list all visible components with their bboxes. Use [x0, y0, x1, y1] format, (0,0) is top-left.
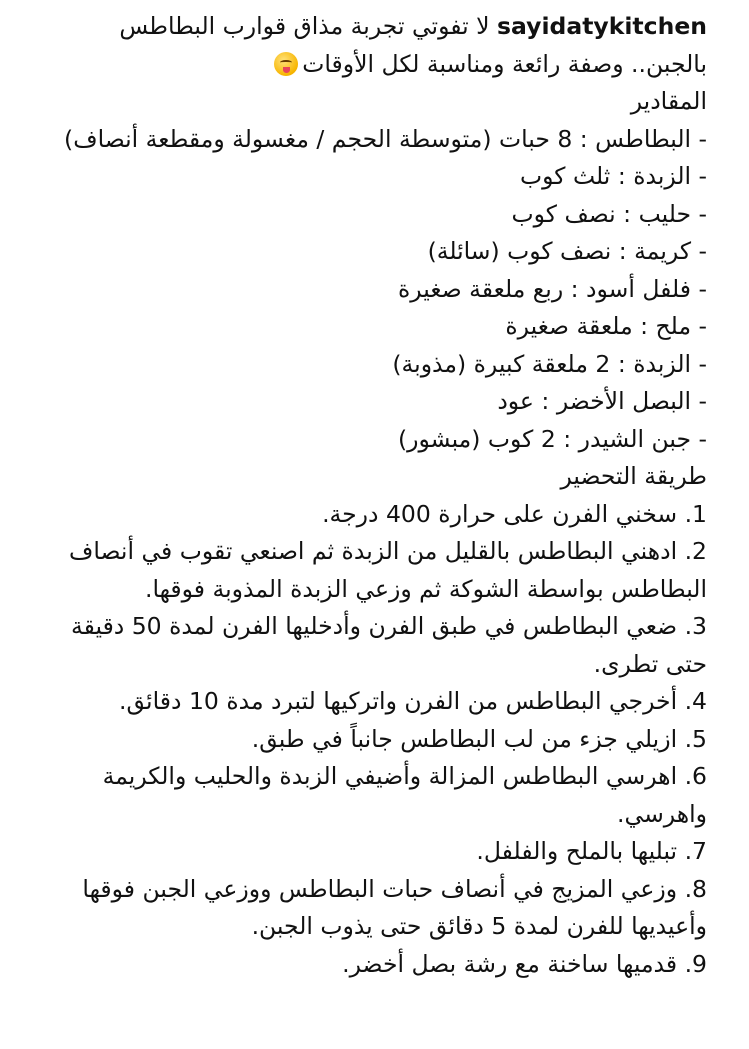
- method-step: 2. ادهني البطاطس بالقليل من الزبدة ثم اصنعي تقوب في أنصاف البطاطس بواسطة الشوكة ثم وزعي الزبدة المذوبة فوقها.: [69, 537, 707, 603]
- caption-intro-line-2: [28, 46, 707, 84]
- username-link[interactable]: sayidatykitchen: [497, 12, 707, 40]
- ingredients-title: المقادير: [630, 87, 707, 115]
- ingredient-item: - البطاطس : 8 حبات (متوسطة الحجم / مغسولة ومقطعة أنصاف): [64, 124, 707, 153]
- caption-intro-text-2: بالجبن.. وصفة رائعة ومناسبة لكل الأوقات: [302, 49, 707, 78]
- caption-intro-line: [28, 8, 707, 46]
- ingredient-item: - البصل الأخضر : عود: [497, 387, 707, 415]
- method-step: 6. اهرسي البطاطس المزالة وأضيفي الزبدة والحليب والكريمة واهرسي.: [102, 762, 707, 828]
- ingredient-item: - الزبدة : 2 ملعقة كبيرة (مذوبة): [392, 349, 707, 378]
- method-step: 7. تبليها بالملح والفلفل.: [476, 837, 707, 865]
- method-step: 1. سخني الفرن على حرارة 400 درجة.: [322, 499, 707, 528]
- method-step: 3. ضعي البطاطس في طبق الفرن وأدخليها الفرن لمدة 50 دقيقة حتى تطرى.: [70, 612, 707, 678]
- ingredient-item: - الزبدة : ثلث كوب: [520, 162, 707, 190]
- caption-intro-text: لا تفوتي تجربة مذاق قوارب البطاطس: [119, 12, 498, 40]
- method-step: 4. أخرجي البطاطس من الفرن واتركيها لتبرد مدة 10 دقائق.: [118, 687, 707, 715]
- ingredient-item: - جبن الشيدر : 2 كوب (مبشور): [397, 424, 707, 453]
- ingredient-item: - فلفل أسود : ربع ملعقة صغيرة: [398, 274, 707, 303]
- ingredient-item: - كريمة : نصف كوب (سائلة): [427, 237, 707, 265]
- face-savoring-food-emoji-icon: [274, 52, 298, 76]
- method-title: طريقة التحضير: [560, 462, 707, 490]
- ingredient-item: - حليب : نصف كوب: [511, 199, 707, 228]
- method-step: 8. وزعي المزيج في أنصاف حبات البطاطس ووزعي الجبن فوقها وأعيديها للفرن لمدة 5 دقائق حتى يذوب الجبن.: [82, 874, 707, 940]
- method-step: 9. قدميها ساخنة مع رشة بصل أخضر.: [342, 949, 707, 978]
- ingredient-item: - ملح : ملعقة صغيرة: [505, 312, 707, 340]
- method-step: 5. ازيلي جزء من لب البطاطس جانباً في طبق.: [251, 724, 707, 753]
